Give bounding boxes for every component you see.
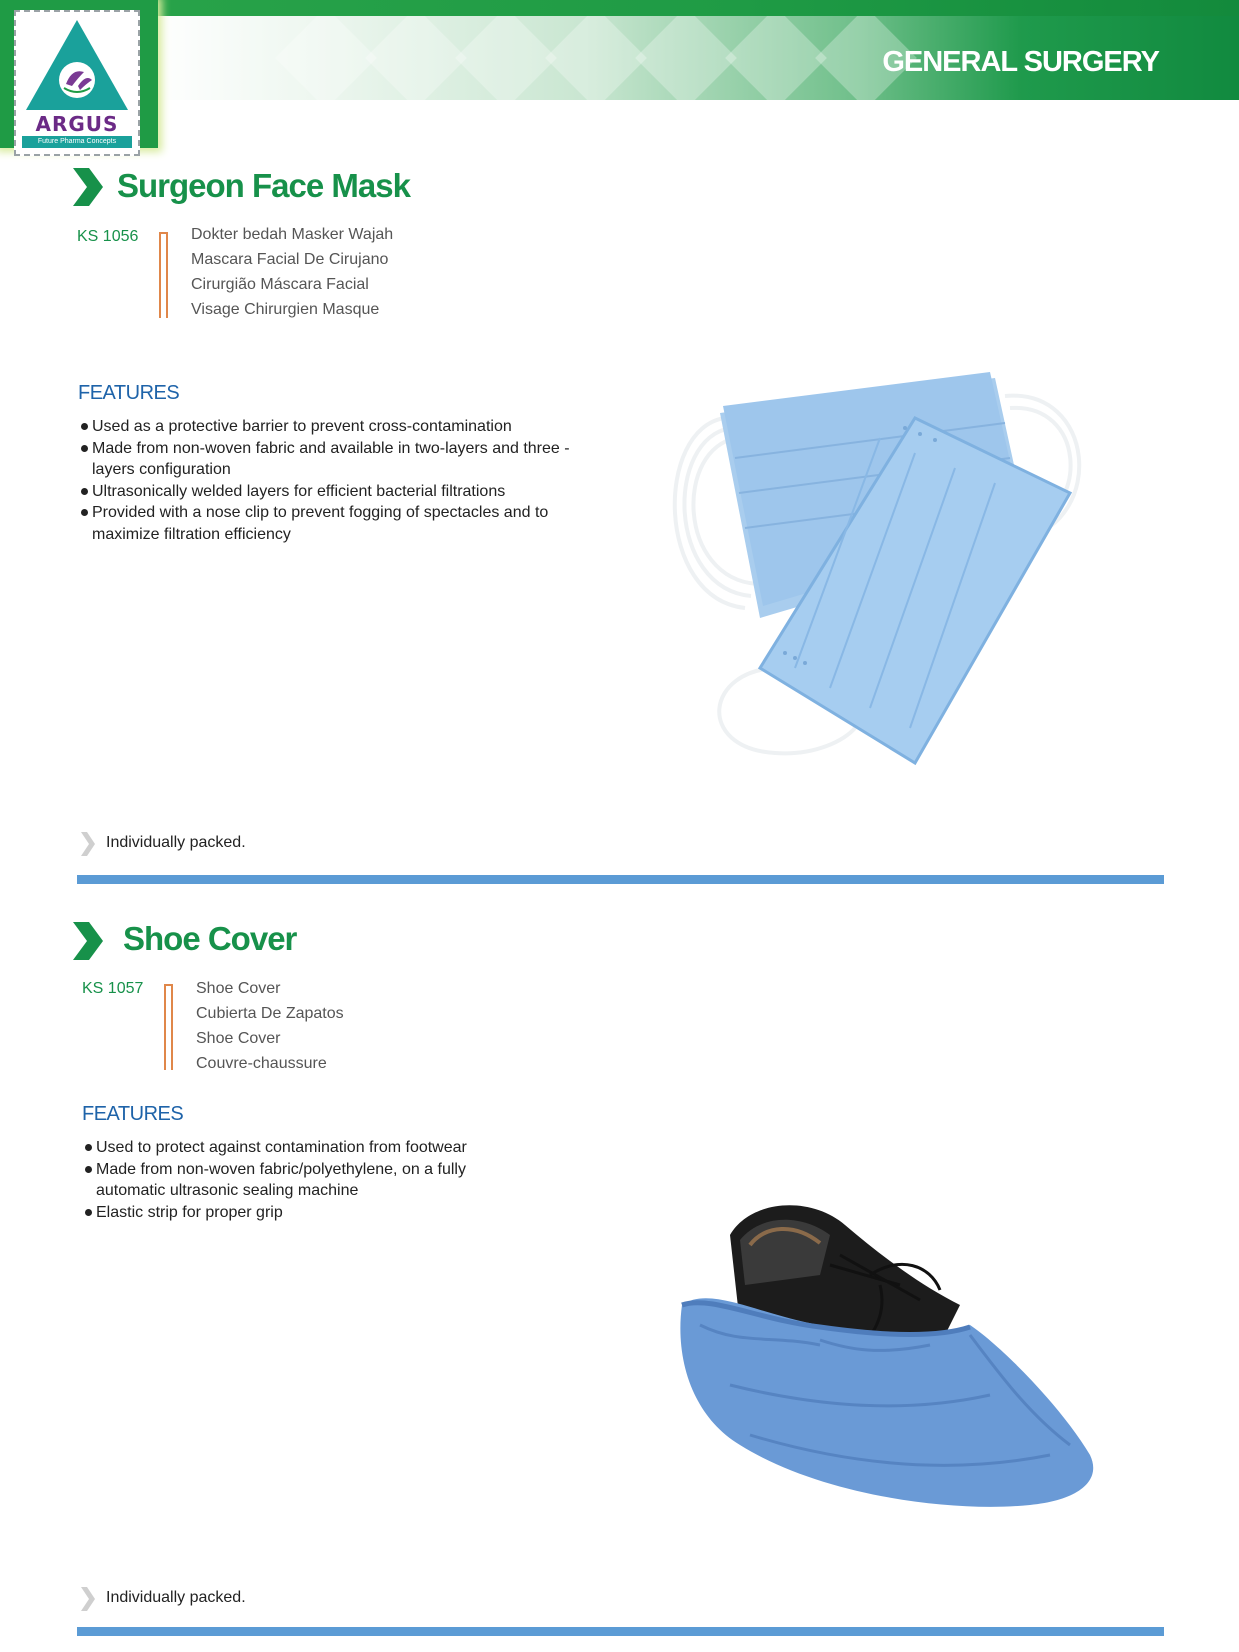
shoe-cover-image	[670, 1195, 1110, 1525]
chevron-light-icon	[81, 1587, 95, 1611]
chevron-icon	[73, 922, 103, 960]
header-top-bar	[0, 0, 1239, 16]
header-pattern-diamond	[635, 16, 737, 100]
feature-item: Made from non-woven fabric/polyethylene, on a fully automatic ultrasonic sealing machine	[83, 1159, 503, 1202]
section-divider	[77, 1627, 1164, 1636]
logo-tagline: Future Pharma Concepts	[22, 136, 132, 148]
feature-item: Used as a protective barrier to prevent cross-contamination	[79, 416, 589, 438]
translation-list	[191, 222, 393, 322]
product-title: Shoe Cover	[123, 920, 297, 957]
chevron-icon	[73, 168, 103, 206]
features-list	[83, 1137, 503, 1223]
translation-item: Cirurgião Máscara Facial	[191, 276, 369, 293]
translation-item: Shoe Cover	[196, 980, 281, 997]
header-pattern-diamond	[725, 16, 827, 100]
packing-note: Individually packed.	[106, 834, 246, 851]
brand-logo	[0, 0, 158, 148]
translation-bracket	[164, 984, 173, 1070]
product-code: KS 1057	[82, 980, 144, 997]
translation-item: Visage Chirurgien Masque	[191, 301, 380, 318]
translation-item: Dokter bedah Masker Wajah	[191, 226, 394, 243]
features-heading: FEATURES	[82, 1103, 184, 1125]
features-heading: FEATURES	[78, 382, 180, 404]
translation-item: Shoe Cover	[196, 1030, 281, 1047]
section-divider	[77, 875, 1164, 884]
product-code: KS 1056	[77, 228, 139, 245]
packing-note: Individually packed.	[106, 1589, 246, 1606]
logo-brand-name: ARGUS	[35, 112, 119, 136]
section-title: GENERAL SURGERY	[882, 46, 1159, 78]
features-list	[79, 416, 589, 545]
translation-item: Mascara Facial De Cirujano	[191, 251, 389, 268]
face-mask-image	[665, 368, 1115, 773]
translation-list	[196, 976, 344, 1076]
header-pattern-diamond	[545, 16, 647, 100]
feature-item: Made from non-woven fabric and available in two-layers and three - layers configuration	[79, 438, 589, 481]
translation-item: Couvre-chaussure	[196, 1055, 327, 1072]
header-pattern-diamond	[275, 16, 377, 100]
translation-item: Cubierta De Zapatos	[196, 1005, 344, 1022]
feature-item: Elastic strip for proper grip	[83, 1202, 503, 1224]
translation-bracket	[159, 232, 168, 318]
feature-item: Used to protect against contamination from footwear	[83, 1137, 503, 1159]
feature-item: Ultrasonically welded layers for efficient bacterial filtrations	[79, 481, 589, 503]
product-title: Surgeon Face Mask	[117, 167, 410, 204]
feature-item: Provided with a nose clip to prevent fogging of spectacles and to maximize filtration efficiency	[79, 502, 589, 545]
header-pattern-diamond	[365, 16, 467, 100]
header-pattern-diamond	[455, 16, 557, 100]
chevron-light-icon	[81, 832, 95, 856]
logo-frame	[14, 10, 140, 156]
